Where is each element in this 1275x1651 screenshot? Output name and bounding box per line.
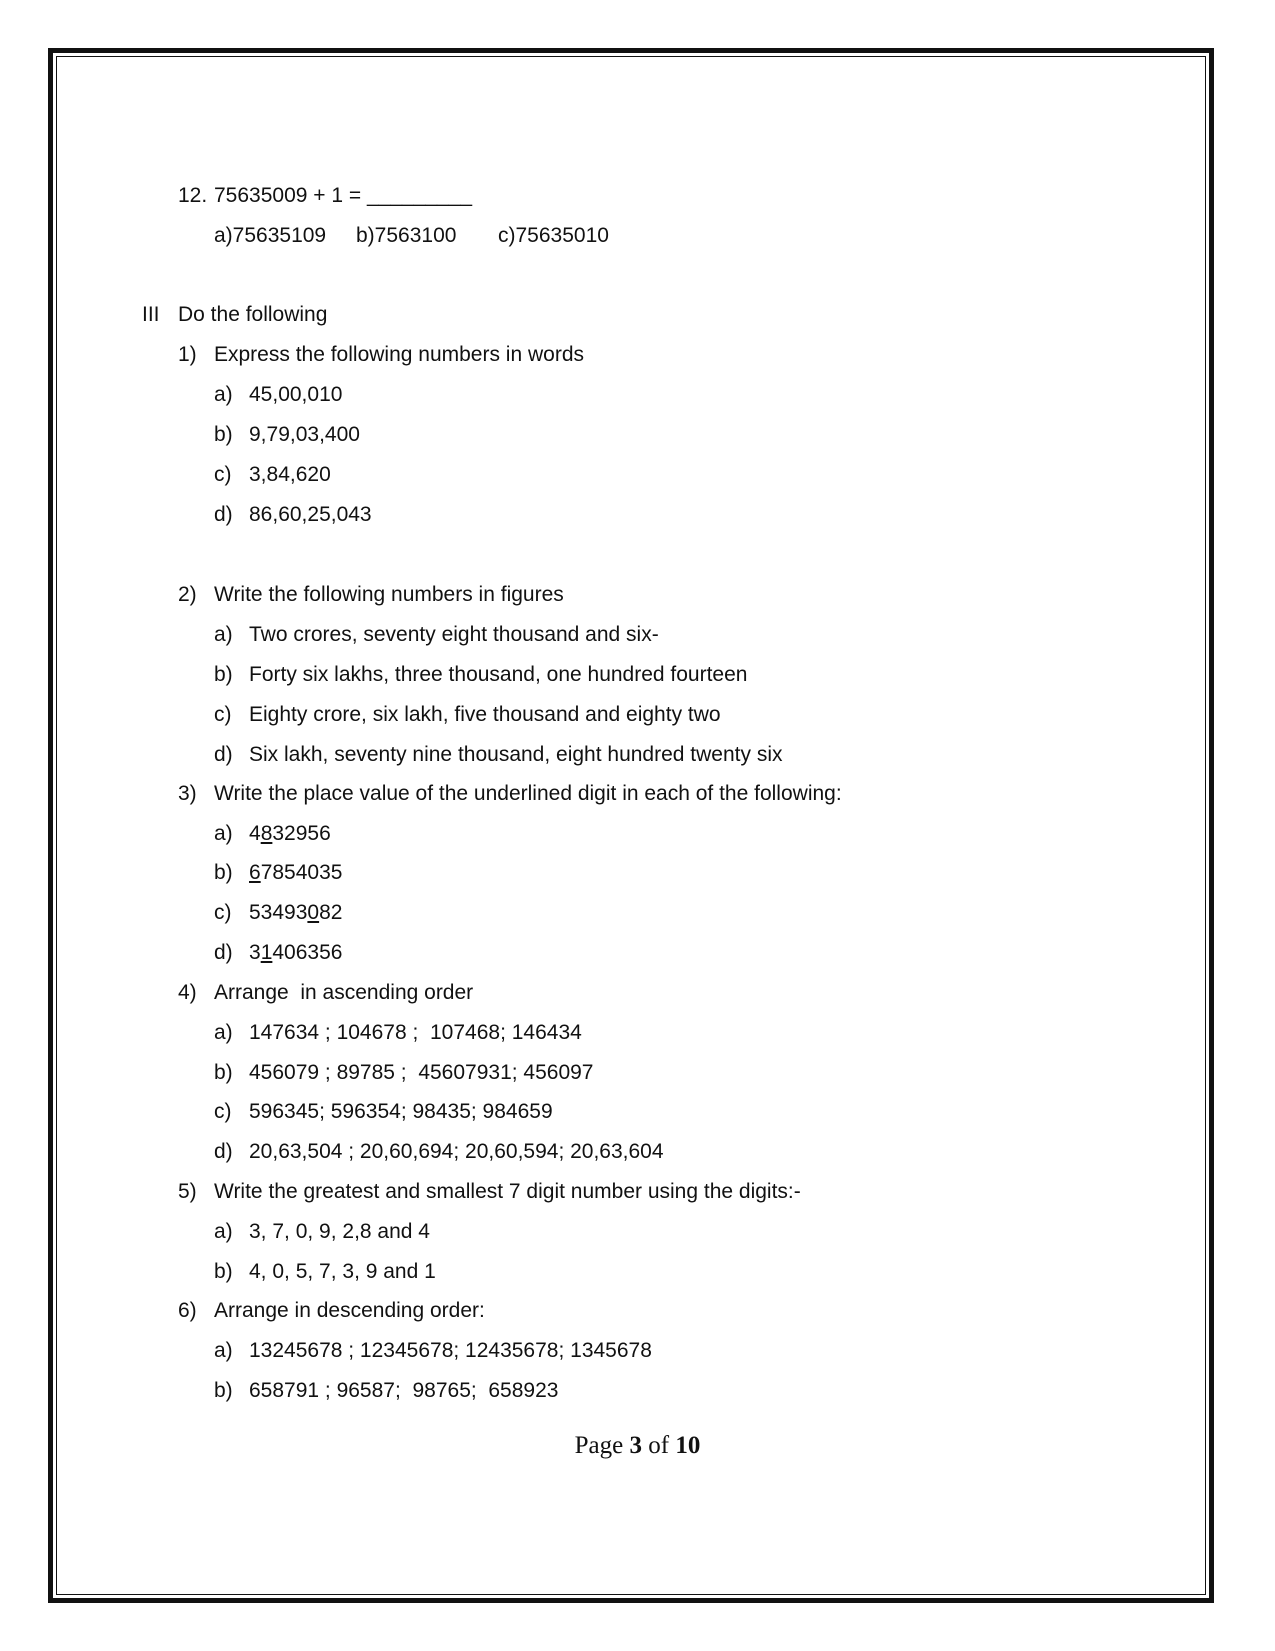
question-number: 3) — [178, 782, 197, 805]
underlined-digit: 1 — [260, 941, 273, 964]
item-label: d) — [214, 941, 233, 964]
underlined-digit: 0 — [307, 901, 320, 924]
section-title: Do the following — [178, 303, 328, 326]
question-text: Arrange in descending order: — [214, 1299, 485, 1322]
item-label: b) — [214, 423, 233, 446]
item-text: Forty six lakhs, three thousand, one hundred fourteen — [249, 663, 748, 686]
underlined-digit: 6 — [249, 861, 261, 884]
current-page: 3 — [629, 1432, 643, 1459]
question-text: Write the following numbers in figures — [214, 583, 564, 606]
page-word: Page — [574, 1432, 624, 1459]
item-label: c) — [214, 901, 232, 924]
question-text: Write the greatest and smallest 7 digit number using the digits:- — [214, 1180, 801, 1203]
item-label: b) — [214, 861, 233, 884]
item-text: 658791 ; 96587; 98765; 658923 — [249, 1379, 559, 1402]
item-text: 4, 0, 5, 7, 3, 9 and 1 — [249, 1260, 436, 1283]
question-number: 5) — [178, 1180, 197, 1203]
item-text: 86,60,25,043 — [249, 503, 372, 526]
item-label: a) — [214, 1220, 233, 1243]
item-label: c) — [214, 1100, 232, 1123]
item-text — [249, 821, 331, 847]
number-prefix: 3 — [249, 941, 261, 964]
underlined-digit: 8 — [260, 822, 273, 845]
total-pages: 10 — [675, 1432, 701, 1459]
option-c: c)75635010 — [498, 224, 609, 247]
page-number-footer — [0, 1432, 1275, 1460]
item-text: 147634 ; 104678 ; 107468; 146434 — [249, 1021, 582, 1044]
item-text: 20,63,504 ; 20,60,694; 20,60,594; 20,63,604 — [249, 1140, 664, 1163]
item-label: c) — [214, 463, 232, 486]
item-label: a) — [214, 1021, 233, 1044]
item-label: a) — [214, 623, 233, 646]
item-label: a) — [214, 822, 233, 845]
item-label: b) — [214, 663, 233, 686]
number-suffix: 32956 — [272, 822, 331, 845]
item-text: Two crores, seventy eight thousand and six- — [249, 623, 659, 646]
question-text: 75635009 + 1 = _________ — [214, 184, 473, 207]
item-label: d) — [214, 503, 233, 526]
number-prefix: 4 — [249, 822, 261, 845]
item-text: 9,79,03,400 — [249, 423, 360, 446]
number-suffix: 82 — [319, 901, 343, 924]
question-text: Express the following numbers in words — [214, 343, 585, 366]
option-b: b)7563100 — [356, 224, 457, 247]
question-number: 2) — [178, 583, 197, 606]
question-number: 12. — [178, 184, 208, 207]
question-number: 6) — [178, 1299, 197, 1322]
question-text: Write the place value of the underlined digit in each of the following: — [214, 782, 842, 805]
item-label: d) — [214, 1140, 233, 1163]
question-text: Arrange in ascending order — [214, 981, 474, 1004]
item-text: 13245678 ; 12345678; 12435678; 1345678 — [249, 1339, 652, 1362]
item-label: d) — [214, 743, 233, 766]
item-text — [249, 900, 342, 926]
item-label: a) — [214, 383, 233, 406]
item-text: Six lakh, seventy nine thousand, eight hundred twenty six — [249, 743, 783, 766]
number-suffix: 406356 — [272, 941, 343, 964]
item-text: Eighty crore, six lakh, five thousand and eighty two — [249, 703, 721, 726]
item-label: b) — [214, 1061, 233, 1084]
item-label: b) — [214, 1379, 233, 1402]
question-number: 1) — [178, 343, 197, 366]
item-label: a) — [214, 1339, 233, 1362]
item-label: c) — [214, 703, 232, 726]
option-a: a)75635109 — [214, 224, 327, 247]
item-text — [249, 860, 342, 886]
question-number: 4) — [178, 981, 197, 1004]
item-text: 3,84,620 — [249, 463, 331, 486]
item-text: 3, 7, 0, 9, 2,8 and 4 — [249, 1220, 430, 1243]
item-text — [249, 940, 342, 966]
number-prefix: 53493 — [249, 901, 308, 924]
item-text: 45,00,010 — [249, 383, 343, 406]
item-text: 456079 ; 89785 ; 45607931; 456097 — [249, 1061, 594, 1084]
number-suffix: 7854035 — [260, 861, 343, 884]
section-numeral: III — [142, 303, 160, 326]
of-word: of — [648, 1432, 670, 1459]
item-text: 596345; 596354; 98435; 984659 — [249, 1100, 553, 1123]
item-label: b) — [214, 1260, 233, 1283]
